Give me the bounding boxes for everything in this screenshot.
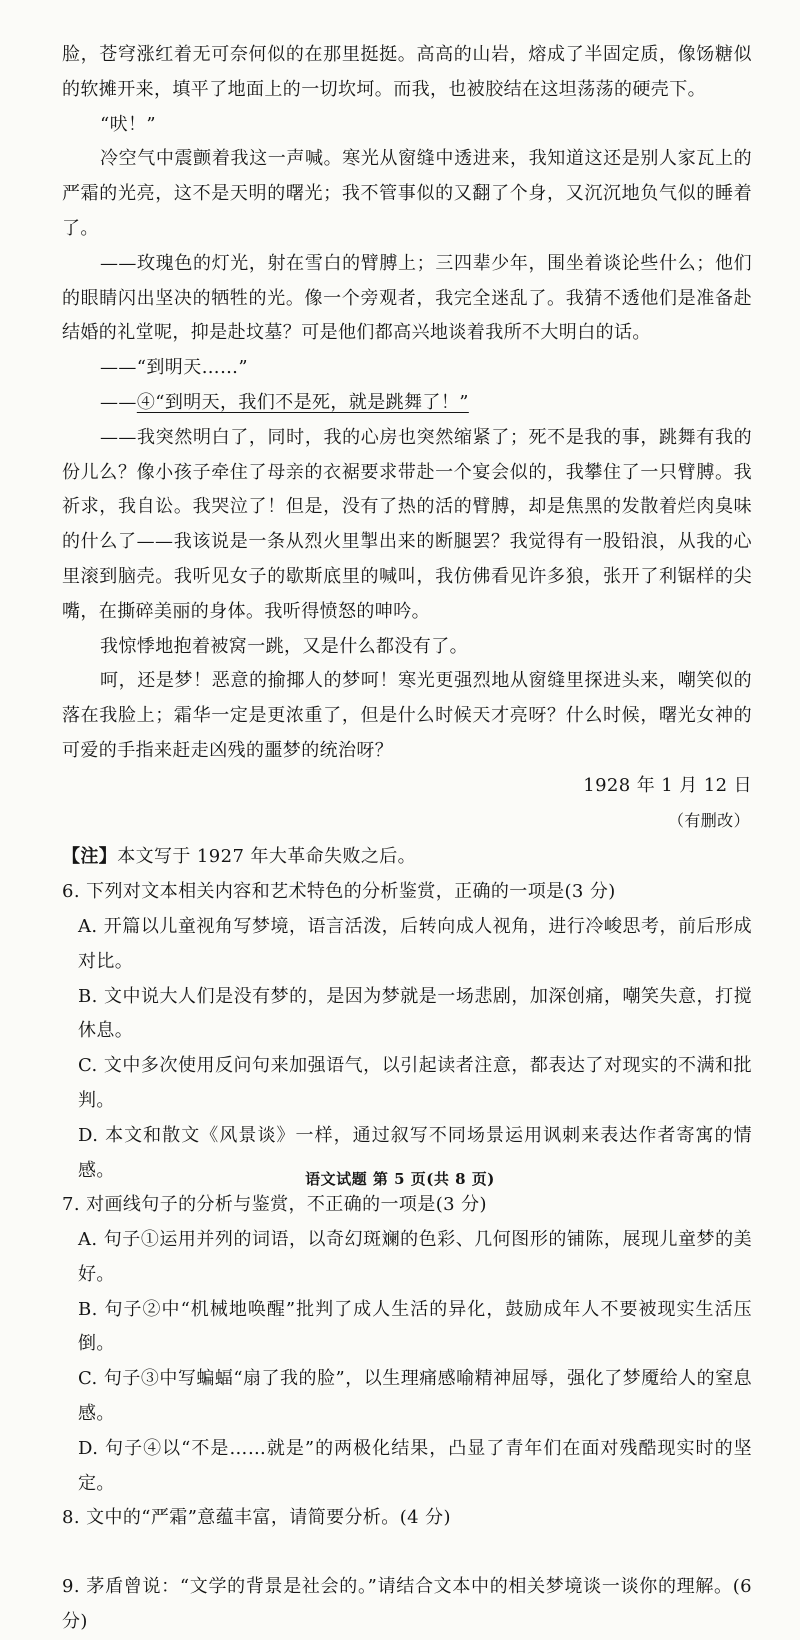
answer-space <box>62 1536 752 1570</box>
passage-paragraph-1: 脸，苍穹涨红着无可奈何似的在那里挺挺。高高的山岩，熔成了半固定质，像饧糖似的软摊开来，填平了地面上的一切坎坷。而我，也被胶结在这坦荡荡的硬壳下。 <box>62 44 752 100</box>
question-6-stem: 6. 下列对文本相关内容和艺术特色的分析鉴赏，正确的一项是(3 分) <box>62 881 616 903</box>
dash-prefix: —— <box>100 391 137 413</box>
footnote-text: 本文写于 1927 年大革命失败之后。 <box>117 846 417 868</box>
question-6-option-c: C. 文中多次使用反问句来加强语气，以引起读者注意，都表达了对现实的不满和批判。 <box>78 1055 752 1111</box>
question-7-option-d: D. 句子④以“不是……就是”的两极化结果，凸显了青年们在面对残酷现实时的坚定。 <box>78 1437 752 1494</box>
question-7-stem: 7. 对画线句子的分析与鉴赏，不正确的一项是(3 分) <box>62 1194 487 1216</box>
passage-paragraph-9: 呵，还是梦！恶意的揄揶人的梦呵！寒光更强烈地从窗缝里探进头来，嘲笑似的落在我脸上；霜华一定是更浓重了，但是什么时候天才亮呀？什么时候，曙光女神的可爱的手指来赶走凶残的噩梦的统治呀？ <box>62 670 752 761</box>
question-8-stem: 8. 文中的“严霜”意蕴丰富，请简要分析。(4 分) <box>62 1507 451 1529</box>
passage-paragraph-6 <box>62 386 752 421</box>
edited-tag: （有删改） <box>667 810 750 830</box>
question-6-option-a: A. 开篇以儿童视角写梦境，语言活泼，后转向成人视角，进行冷峻思考，前后形成对比。 <box>78 915 752 972</box>
passage-paragraph-5: ——“到明天……” <box>100 357 249 379</box>
question-6-option-d: D. 本文和散文《风景谈》一样，通过叙写不同场景运用讽刺来表达作者寄寓的情感。 <box>78 1124 752 1181</box>
question-7-option-c: C. 句子③中写蝙蝠“扇了我的脸”，以生理痛感喻精神屈辱，强化了梦魇给人的窒息感。 <box>78 1368 752 1425</box>
passage-paragraph-4: ——玫瑰色的灯光，射在雪白的臂膊上；三四辈少年，围坐着谈论些什么；他们的眼睛闪出坚决的牺牲的光。像一个旁观者，我完全迷乱了。我猜不透他们是准备赴结婚的礼堂呢，抑是赴坟墓？可是他们都高兴地谈着我所不大明白的话。 <box>62 252 752 344</box>
page-footer: 语文试题 第 5 页(共 8 页) <box>305 1170 495 1188</box>
underlined-sentence-4: ④“到明天，我们不是死，就是跳舞了！” <box>136 391 469 413</box>
passage-paragraph-7: ——我突然明白了，同时，我的心房也突然缩紧了；死不是我的事，跳舞有我的份儿么？像小孩子牵住了母亲的衣裾要求带赴一个宴会似的，我攀住了一只臂膊。我祈求，我自讼。我哭泣了！但是，没有了热的活的臂膊，却是焦黑的发散着烂肉臭味的什么了——我该说是一条从烈火里掣出来的断腿罢？我觉得有一股铅浪，从我的心里滚到脑壳。我听见女子的歇斯底里的喊叫，我仿佛看见许多狼，张开了利锯样的尖嘴，在撕碎美丽的身体。我听得愤怒的呻吟。 <box>62 426 752 622</box>
question-7-option-a: A. 句子①运用并列的词语，以奇幻斑斓的色彩、几何图形的铺陈，展现儿童梦的美好。 <box>78 1229 752 1285</box>
exam-content <box>62 38 752 1640</box>
footnote <box>62 840 752 875</box>
passage-paragraph-2: “吠！” <box>100 113 157 135</box>
question-7-option-b: B. 句子②中“机械地唤醒”批判了成人生活的异化，鼓励成年人不要被现实生活压倒。 <box>78 1298 752 1355</box>
question-9-stem: 9. 茅盾曾说：“文学的背景是社会的。”请结合文本中的相关梦境谈一谈你的理解。(6 分) <box>62 1576 752 1633</box>
footnote-label: 【注】 <box>62 846 118 868</box>
passage-paragraph-8: 我惊悸地抱着被窝一跳，又是什么都没有了。 <box>100 635 468 657</box>
question-6-option-b: B. 文中说大人们是没有梦的，是因为梦就是一场悲剧，加深创痛，嘲笑失意，打搅休息。 <box>78 985 752 1042</box>
passage-paragraph-3: 冷空气中震颤着我这一声喊。寒光从窗缝中透进来，我知道这还是别人家瓦上的严霜的光亮，这不是天明的曙光；我不管事似的又翻了个身，又沉沉地负气似的睡着了。 <box>62 148 752 239</box>
passage-date: 1928 年 1 月 12 日 <box>583 774 752 796</box>
